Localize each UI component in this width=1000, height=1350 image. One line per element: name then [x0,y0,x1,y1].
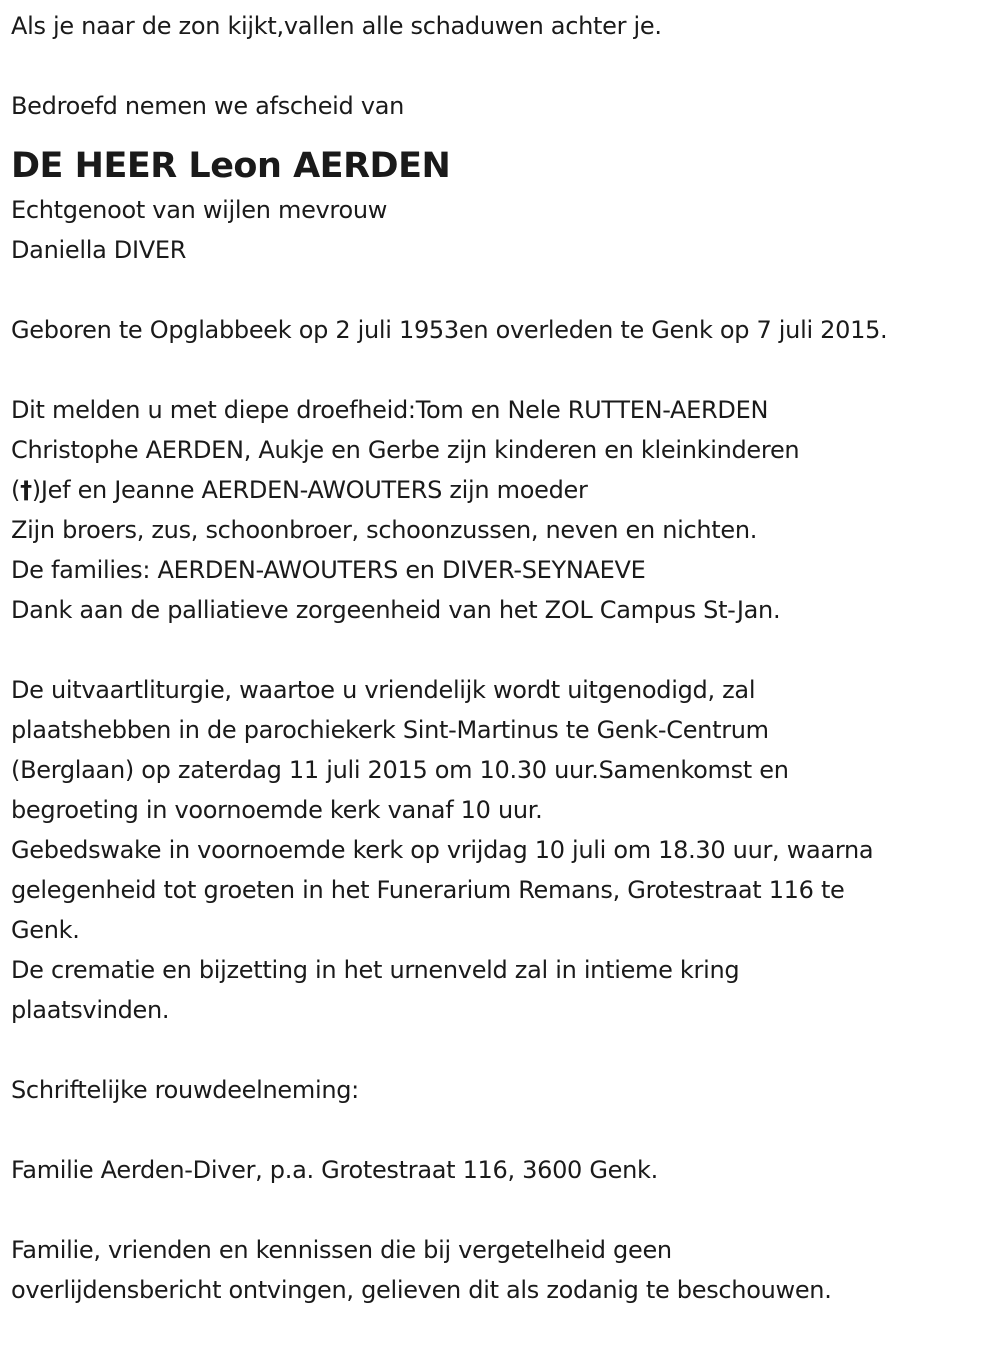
announcement-line: De families: AERDEN-AWOUTERS en DIVER-SEYNAEVE [11,556,646,584]
obituary-document [11,6,996,1310]
ceremony-line: De crematie en bijzetting in het urnenveld zal in intieme kring [11,956,740,984]
announcement-line: Dit melden u met diepe droefheid:Tom en Nele RUTTEN-AERDEN [11,396,769,424]
spouse-line-1: Echtgenoot van wijlen mevrouw [11,196,388,224]
spacer [11,1110,996,1150]
spacer [11,1030,996,1070]
motto-text: Als je naar de zon kijkt,vallen alle schaduwen achter je. [11,12,662,40]
ceremony-line: De uitvaartliturgie, waartoe u vriendelijk wordt uitgenodigd, zal [11,676,756,704]
spacer [11,46,996,86]
closing-line: overlijdensbericht ontvingen, gelieven dit als zodanig te beschouwen. [11,1276,832,1304]
ceremony-line: plaatsvinden. [11,996,170,1024]
announcement-line [11,470,996,510]
spouse-line-2: Daniella DIVER [11,236,187,264]
ceremony-line: begroeting in voornoemde kerk vanaf 10 uur. [11,796,543,824]
cross-icon: † [20,476,32,504]
deceased-name: DE HEER Leon AERDEN [11,146,451,186]
intro-text: Bedroefd nemen we afscheid van [11,92,405,120]
ceremony-line: Gebedswake in voornoemde kerk op vrijdag 10 juli om 18.30 uur, waarna [11,836,874,864]
ceremony-line: (Berglaan) op zaterdag 11 juli 2015 om 10.30 uur.Samenkomst en [11,756,789,784]
announcement-line: Dank aan de palliatieve zorgeenheid van het ZOL Campus St-Jan. [11,596,781,624]
ceremony-line: plaatshebben in de parochiekerk Sint-Martinus te Genk-Centrum [11,716,769,744]
ceremony-block [11,670,996,1030]
announcement-line-rest: )Jef en Jeanne AERDEN-AWOUTERS zijn moeder [31,476,588,504]
spacer [11,350,996,390]
announcement-line: Christophe AERDEN, Aukje en Gerbe zijn kinderen en kleinkinderen [11,436,800,464]
closing-line: Familie, vrienden en kennissen die bij vergetelheid geen [11,1236,672,1264]
spacer [11,1190,996,1230]
family-address: Familie Aerden-Diver, p.a. Grotestraat 116, 3600 Genk. [11,1156,658,1184]
closing-block [11,1230,996,1310]
open-paren: ( [11,476,21,504]
announcement-line: Zijn broers, zus, schoonbroer, schoonzussen, neven en nichten. [11,516,758,544]
condolences-label: Schriftelijke rouwdeelneming: [11,1076,359,1104]
birth-death-text: Geboren te Opglabbeek op 2 juli 1953en overleden te Genk op 7 juli 2015. [11,316,888,344]
ceremony-line: Genk. [11,916,80,944]
spacer [11,630,996,670]
spacer [11,270,996,310]
announcement-block [11,390,996,630]
ceremony-line: gelegenheid tot groeten in het Funerarium Remans, Grotestraat 116 te [11,876,845,904]
